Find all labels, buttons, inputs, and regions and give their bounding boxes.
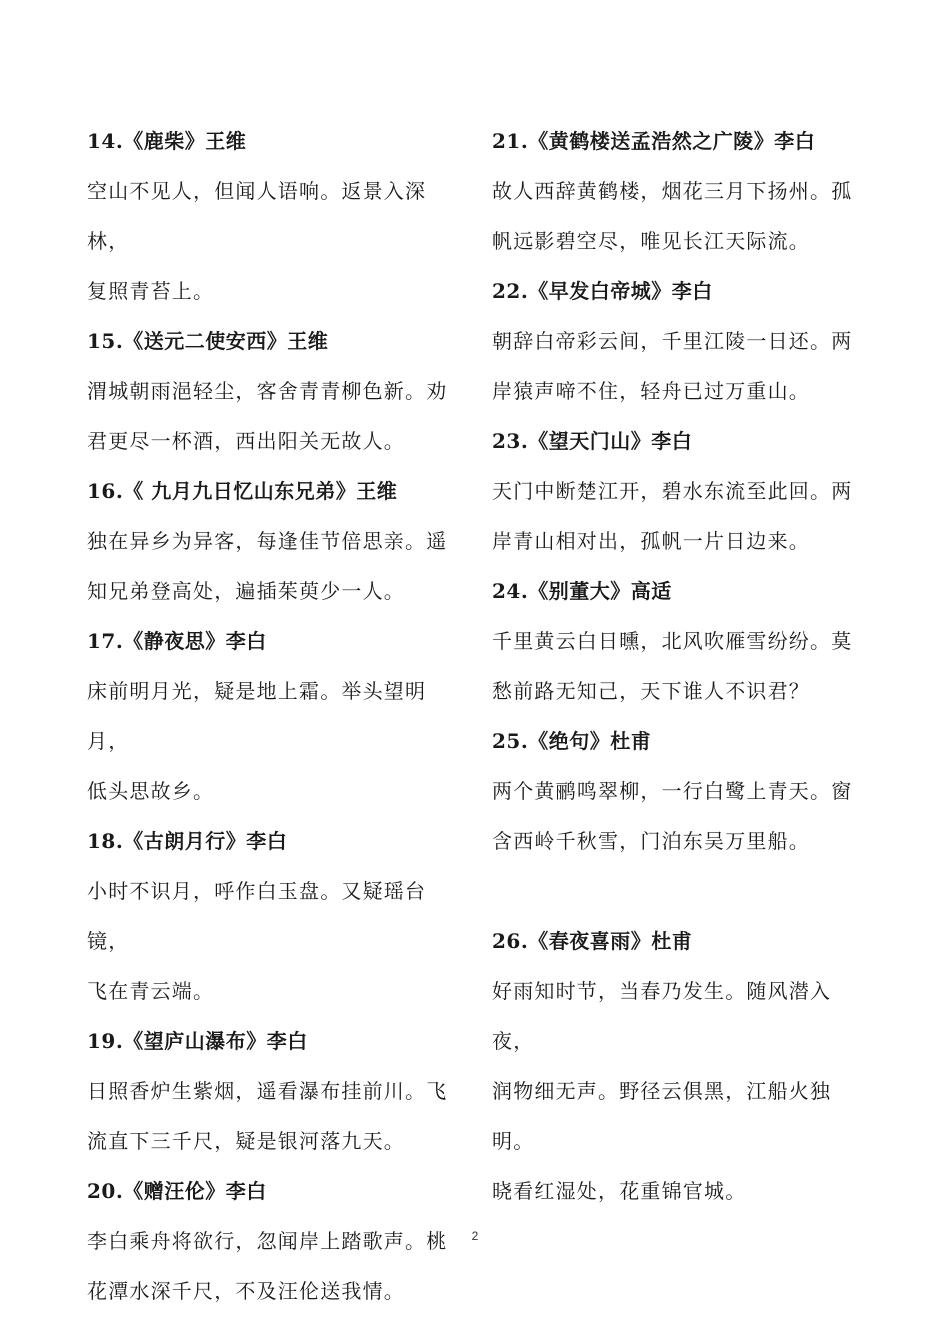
poem-line: 岸猿声啼不住，轻舟已过万重山。 [492, 379, 810, 403]
poem-line: 李白乘舟将欲行，忽闻岸上踏歌声。桃 [87, 1229, 448, 1253]
poem-16 [87, 466, 467, 616]
poem-title: 18.《古朗月行》李白 [87, 829, 288, 853]
poem-title: 20.《赠汪伦》李白 [87, 1179, 267, 1203]
poem-line: 帆远影碧空尽，唯见长江天际流。 [492, 229, 810, 253]
poem-18 [87, 816, 467, 1016]
poem-line: 君更尽一杯酒，西出阳关无故人。 [87, 429, 405, 453]
poem-title: 26.《春夜喜雨》杜甫 [492, 929, 693, 953]
poem-line: 故人西辞黄鹤楼，烟花三月下扬州。孤 [492, 179, 853, 203]
poem-title: 14.《鹿柴》王维 [87, 129, 247, 153]
poem-line: 好雨知时节，当春乃发生。随风潜入夜， [492, 979, 832, 1053]
poem-title: 25.《绝句》杜甫 [492, 729, 652, 753]
right-column [492, 116, 872, 1216]
poem-title: 21.《黄鹤楼送孟浩然之广陵》李白 [492, 129, 816, 153]
poem-line: 朝辞白帝彩云间，千里江陵一日还。两 [492, 329, 853, 353]
poem-line: 复照青苔上。 [87, 279, 215, 303]
poem-title: 23.《望天门山》李白 [492, 429, 693, 453]
poem-21 [492, 116, 872, 266]
poem-line: 床前明月光，疑是地上霜。举头望明月， [87, 679, 427, 753]
poem-title: 17.《静夜思》李白 [87, 629, 267, 653]
poem-line: 天门中断楚江开，碧水东流至此回。两 [492, 479, 853, 503]
poem-line: 小时不识月，呼作白玉盘。又疑瑶台镜， [87, 879, 427, 953]
blank-line [492, 866, 872, 916]
poem-title: 24.《别董大》高适 [492, 579, 672, 603]
poem-line: 空山不见人，但闻人语响。返景入深林， [87, 179, 427, 253]
poem-line: 润物细无声。野径云俱黑，江船火独明。 [492, 1079, 832, 1153]
poem-19 [87, 1016, 467, 1166]
poem-title: 15.《送元二使安西》王维 [87, 329, 329, 353]
poem-22 [492, 266, 872, 416]
poem-24 [492, 566, 872, 716]
poem-23 [492, 416, 872, 566]
poem-line: 千里黄云白日曛，北风吹雁雪纷纷。莫 [492, 629, 853, 653]
poem-line: 知兄弟登高处，遍插茱萸少一人。 [87, 579, 405, 603]
poem-26 [492, 916, 872, 1216]
poem-14 [87, 116, 467, 316]
poem-title: 19.《望庐山瀑布》李白 [87, 1029, 308, 1053]
poem-25 [492, 716, 872, 866]
poem-line: 晓看红湿处，花重锦官城。 [492, 1179, 747, 1203]
poem-line: 含西岭千秋雪，门泊东吴万里船。 [492, 829, 810, 853]
page-number: 2 [471, 1229, 479, 1243]
poem-line: 独在异乡为异客，每逢佳节倍思亲。遥 [87, 529, 448, 553]
poem-line: 低头思故乡。 [87, 779, 215, 803]
poem-line: 两个黄鹂鸣翠柳，一行白鹭上青天。窗 [492, 779, 853, 803]
poem-title: 16.《 九月九日忆山东兄弟》王维 [87, 479, 398, 503]
poem-line: 岸青山相对出，孤帆一片日边来。 [492, 529, 810, 553]
poem-line: 渭城朝雨浥轻尘，客舍青青柳色新。劝 [87, 379, 448, 403]
left-column [87, 116, 467, 1316]
poem-line: 愁前路无知己，天下谁人不识君？ [492, 679, 810, 703]
poem-line: 飞在青云端。 [87, 979, 215, 1003]
poem-15 [87, 316, 467, 466]
poem-17 [87, 616, 467, 816]
poem-line: 花潭水深千尺，不及汪伦送我情。 [87, 1279, 405, 1303]
poem-title: 22.《早发白帝城》李白 [492, 279, 713, 303]
poem-line: 流直下三千尺，疑是银河落九天。 [87, 1129, 405, 1153]
poem-line: 日照香炉生紫烟，遥看瀑布挂前川。飞 [87, 1079, 448, 1103]
